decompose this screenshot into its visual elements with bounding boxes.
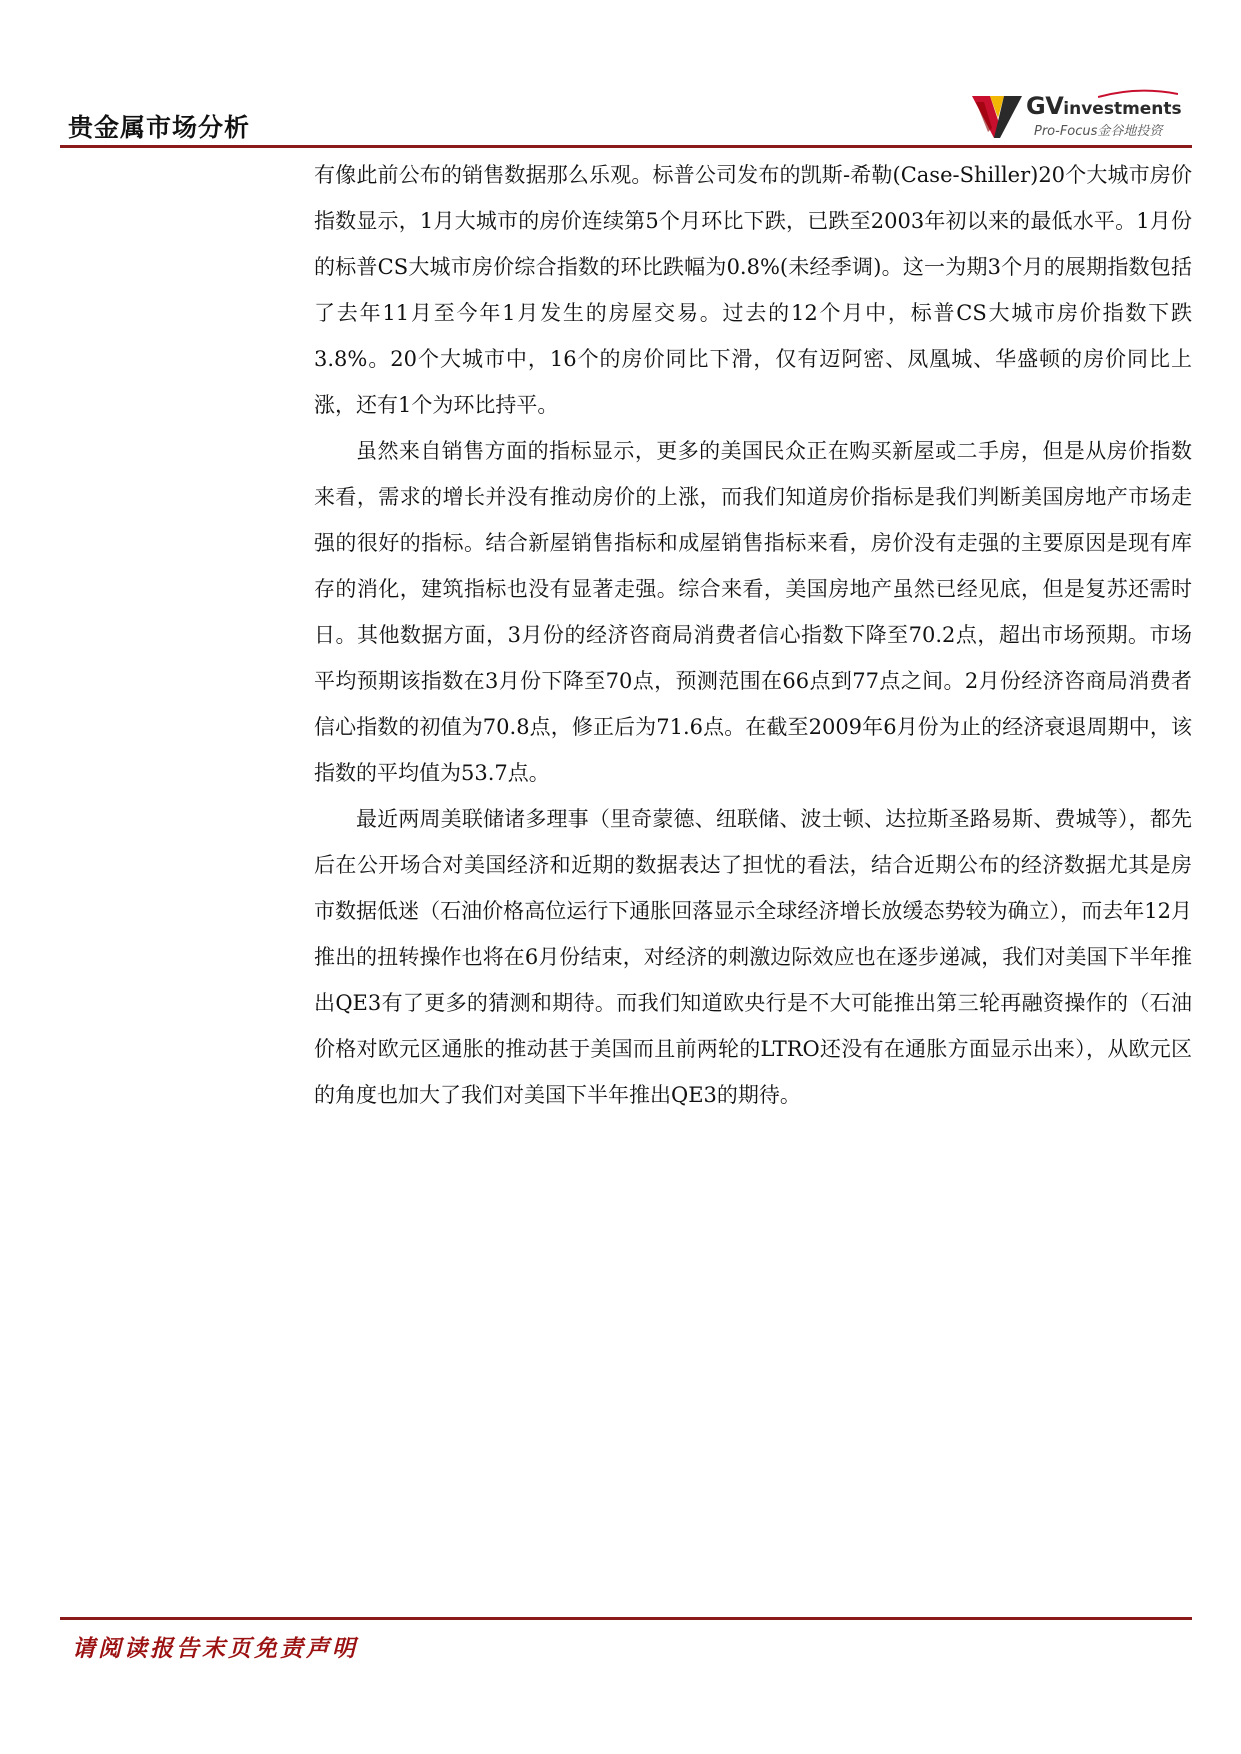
- gv-logo-mark-icon: [968, 88, 1024, 142]
- logo-wordmark: [1026, 92, 1182, 120]
- disclaimer-notice: 请阅读报告末页免责声明: [72, 1635, 358, 1662]
- body-paragraph: 有像此前公布的销售数据那么乐观。标普公司发布的凯斯-希勒(Case-Shiller)20个大城市房价指数显示，1月大城市的房价连续第5个月环比下跌，已跌至2003年初以来的最低水平。1月份的标普CS大城市房价综合指数的环比跌幅为0.8%(未经季调)。这一为期3个月的展期指数包括了去年11月至今年1月发生的房屋交易。过去的12个月中，标普CS大城市房价指数下跌3.8%。20个大城市中，16个的房价同比下滑，仅有迈阿密、凤凰城、华盛顿的房价同比上涨，还有1个为环比持平。: [314, 163, 1192, 417]
- report-title: 贵金属市场分析: [68, 113, 251, 142]
- header-divider: [60, 145, 1192, 148]
- footer-divider: [60, 1617, 1192, 1620]
- logo-gv-text: GV: [1026, 92, 1064, 120]
- body-paragraph: 虽然来自销售方面的指标显示，更多的美国民众正在购买新屋或二手房，但是从房价指数来看，需求的增长并没有推动房价的上涨，而我们知道房价指标是我们判断美国房地产市场走强的很好的指标。结合新屋销售指标和成屋销售指标来看，房价没有走强的主要原因是现有库存的消化，建筑指标也没有显著走强。综合来看，美国房地产虽然已经见底，但是复苏还需时日。其他数据方面，3月份的经济咨商局消费者信心指数下降至70.2点，超出市场预期。市场平均预期该指数在3月份下降至70点，预测范围在66点到77点之间。2月份经济咨商局消费者信心指数的初值为70.8点，修正后为71.6点。在截至2009年6月份为止的经济衰退周期中，该指数的平均值为53.7点。: [314, 439, 1192, 785]
- logo-investments-text: investments: [1063, 99, 1182, 119]
- company-logo: [968, 84, 1186, 144]
- body-paragraph: 最近两周美联储诸多理事（里奇蒙德、纽联储、波士顿、达拉斯圣路易斯、费城等），都先后在公开场合对美国经济和近期的数据表达了担忧的看法，结合近期公布的经济数据尤其是房市数据低迷（石油价格高位运行下通胀回落显示全球经济增长放缓态势较为确立），而去年12月推出的扭转操作也将在6月份结束，对经济的刺激边际效应也在逐步递减，我们对美国下半年推出QE3有了更多的猜测和期待。而我们知道欧央行是不大可能推出第三轮再融资操作的（石油价格对欧元区通胀的推动甚于美国而且前两轮的LTRO还没有在通胀方面显示出来），从欧元区的角度也加大了我们对美国下半年推出QE3的期待。: [314, 807, 1192, 1107]
- report-body: [314, 152, 1192, 1118]
- logo-tagline: Pro-Focus金谷地投资: [1034, 124, 1163, 139]
